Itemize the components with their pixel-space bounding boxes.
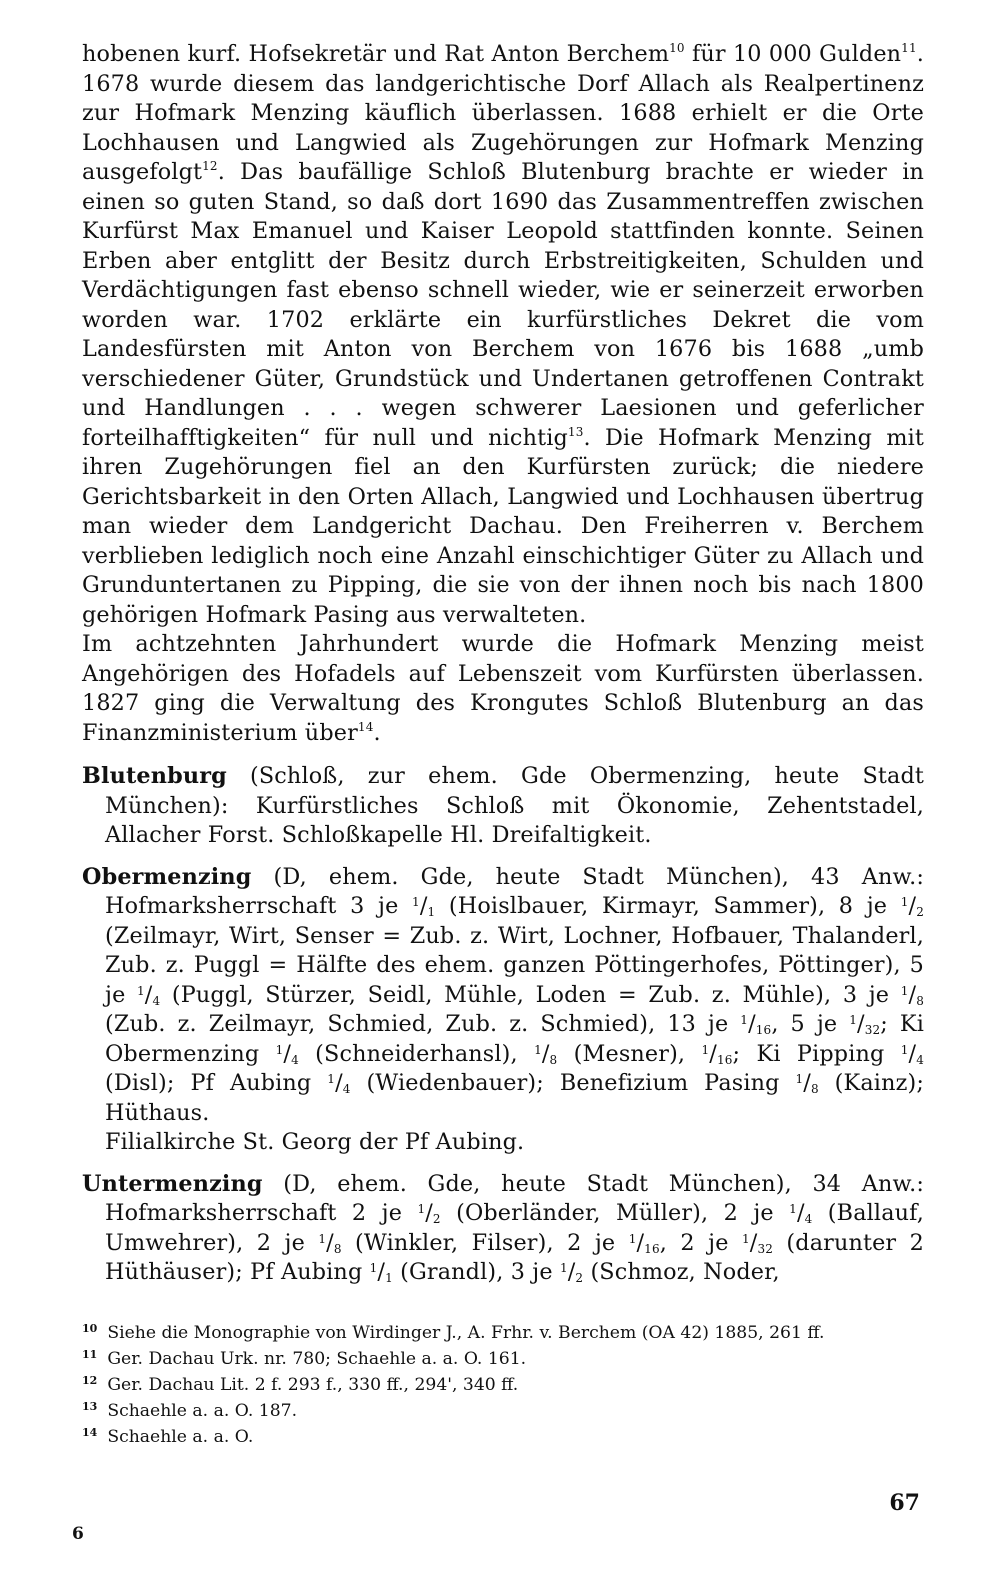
text-run: . Das baufällige Schloß Blutenburg brachte er wieder in einen so guten Stand, so daß dort 1690 das Zusammentreffen zwischen Kurfürst Max Emanuel und Kaiser Leopold stattfinden konnte. Seinen Erben aber entglitt der Besitz durch Erbstreitigkeiten, Schulden und Verdächtigungen fast ebenso schnell wieder, wie er seinerzeit erworben worden war. 1702 erklärte ein kurfürstliches Dekret die vom Landesfürsten mit Anton von Berchem von 1676 bis 1688 „umb verschiedener Güter, Grundstück und Undertanen getroffenen Contrakt und Handlungen . . . wegen schwerer Laesionen und geferlicher forteilhafftigkeiten“ für null und nichtig xyxy=(82,159,924,451)
text-run: (D, ehem. Gde, heute Stadt München), 34 Anw.: Hofmarksherrschaft 2 je xyxy=(105,1170,924,1226)
footnote-reference: 14 xyxy=(357,719,374,734)
text-run: (Oberländer, Müller), 2 je xyxy=(440,1200,790,1226)
page-number: 67 xyxy=(889,1490,920,1516)
place-entry xyxy=(82,863,924,1158)
text-run: . Die Hofmark Menzing mit ihren Zugehörungen fiel an den Kurfürsten zurück; die niedere Gerichtsbarkeit in den Orten Allach, Langwied und Lochhausen übertrug man wieder dem Landgericht Dachau. Den Freiherren v. Berchem verblieben lediglich noch eine Anzahl einschichtiger Güter zu Allach und Grunduntertanen zu Pipping, die sie von der ihnen noch bis nach 1800 gehörigen Hofmark Pasing aus verwalteten. xyxy=(82,424,924,628)
text-run: (darunter 2 Hüthäuser); Pf Aubing xyxy=(105,1229,924,1285)
fraction: $^1/_2$ xyxy=(417,1200,441,1226)
footnote-reference: 10 xyxy=(669,41,685,55)
entry-note: Filialkirche St. Georg der Pf Aubing. xyxy=(105,1129,525,1155)
footnotes xyxy=(82,1318,924,1448)
body-paragraph xyxy=(82,40,924,630)
footnote-text: Ger. Dachau Urk. nr. 780; Schaehle a. a. O. 161. xyxy=(107,1349,527,1369)
text-run: (Winkler, Filser), 2 je xyxy=(341,1229,629,1256)
fraction: $^1/_4$ xyxy=(327,1070,351,1096)
text-run: , 2 je xyxy=(659,1229,742,1256)
footnote xyxy=(82,1344,924,1370)
text-run: . 1678 wurde diesem das landgerichtische Dorf Allach als Realpertinenz zur Hofmark Menzing käuflich überlassen. 1688 erhielt er die Orte Lochhausen und Langwied als Zugehörungen zur Hofmark Menzing ausgefolgt xyxy=(82,41,924,185)
body-text xyxy=(82,40,924,748)
footnote-number: 10 xyxy=(82,1322,98,1335)
text-run: (Schmoz, Noder, xyxy=(583,1259,780,1285)
text-run: , 5 je xyxy=(771,1011,850,1037)
fraction: $^1/_4$ xyxy=(275,1040,299,1067)
text-run: (Hoislbauer, Kirmayr, Sammer), 8 je xyxy=(435,893,901,919)
fraction: $^1/_1$ xyxy=(412,893,436,919)
footnote xyxy=(82,1396,924,1422)
text-run: (Kainz); Hüthaus. xyxy=(105,1070,924,1126)
text-run: ; Ki Pipping xyxy=(732,1040,901,1067)
text-run: (Puggl, Stürzer, Seidl, Mühle, Loden = Zub. z. Mühle), 3 je xyxy=(160,981,901,1008)
fraction: $^1/_1$ xyxy=(369,1259,393,1285)
place-name: Untermenzing xyxy=(82,1170,263,1197)
footnote xyxy=(82,1422,924,1448)
footnote-reference: 12 xyxy=(202,159,218,173)
text-run: (Zub. z. Zeilmayr, Schmied, Zub. z. Schmied), 13 je xyxy=(105,1011,741,1037)
footnote-text: Siehe die Monographie von Wirdinger J., A. Frhr. v. Berchem (OA 42) 1885, 261 ff. xyxy=(107,1323,825,1343)
fraction: $^1/_8$ xyxy=(318,1229,342,1256)
footnote-reference: 13 xyxy=(567,424,584,439)
body-paragraph xyxy=(82,630,924,748)
place-name: Obermenzing xyxy=(82,863,252,890)
fraction: $^1/_{16}$ xyxy=(740,1011,772,1037)
place-entry xyxy=(82,1170,924,1288)
place-entry xyxy=(82,762,924,851)
text-run: . xyxy=(373,719,381,746)
footnote-number: 11 xyxy=(82,1348,98,1361)
fraction: $^1/_{16}$ xyxy=(701,1040,733,1067)
text-run: für 10 000 Gulden xyxy=(684,41,902,67)
fraction: $^1/_4$ xyxy=(900,1040,924,1067)
fraction: $^1/_2$ xyxy=(900,893,924,919)
text-run: hobenen kurf. Hofsekretär und Rat Anton Berchem xyxy=(82,41,670,67)
footnote-number: 14 xyxy=(82,1426,98,1439)
fraction: $^1/_8$ xyxy=(900,981,924,1008)
footnote-text: Schaehle a. a. O. xyxy=(107,1427,254,1447)
text-run: (Mesner), xyxy=(557,1040,702,1067)
footnote xyxy=(82,1370,924,1396)
footnote-number: 13 xyxy=(82,1400,98,1413)
footnote xyxy=(82,1318,924,1344)
text-run: (Grandl), 3 je xyxy=(392,1259,560,1285)
footnote-number: 12 xyxy=(82,1374,98,1387)
fraction: $^1/_4$ xyxy=(789,1200,813,1226)
fraction: $^1/_{16}$ xyxy=(628,1229,660,1256)
fraction: $^1/_4$ xyxy=(137,981,161,1008)
fraction: $^1/_{32}$ xyxy=(741,1229,774,1256)
footnote-text: Ger. Dachau Lit. 2 f. 293 f., 330 ff., 294', 340 ff. xyxy=(107,1375,519,1395)
text-run: (Ballauf, Umwehrer), 2 je xyxy=(105,1200,924,1256)
footnote-text: Schaehle a. a. O. 187. xyxy=(107,1401,298,1421)
fraction: $^1/_8$ xyxy=(534,1040,558,1067)
footnote-reference: 11 xyxy=(901,41,917,55)
fraction: $^1/_8$ xyxy=(795,1070,819,1096)
text-run: (Schneiderhansl), xyxy=(298,1040,535,1067)
text-run: (D, ehem. Gde, heute Stadt München), 43 Anw.: Hofmarksherrschaft 3 je xyxy=(105,863,924,919)
document-page xyxy=(82,40,924,1300)
signature-mark: 6 xyxy=(72,1524,84,1544)
text-run: (Zeilmayr, Wirt, Senser = Zub. z. Wirt, Lochner, Hofbauer, Thalanderl, Zub. z. Puggl = Hälfte des ehem. ganzen Pöttingerhofes, Pöttinger), 5 je xyxy=(105,922,924,1008)
fraction: $^1/_2$ xyxy=(559,1259,584,1285)
text-run: (Wiedenbauer); Benefizium Pasing xyxy=(350,1070,796,1096)
place-name: Blutenburg xyxy=(82,763,227,789)
text-run: ; Ki Obermenzing xyxy=(105,1011,924,1067)
fraction: $^1/_{32}$ xyxy=(849,1011,881,1037)
text-run: (Disl); Pf Aubing xyxy=(105,1070,328,1096)
text-run: (Schloß, zur ehem. Gde Obermenzing, heute Stadt München): Kurfürstliches Schloß mit Ökonomie, Zehentstadel, Allacher Forst. Schloßkapelle Hl. Dreifaltigkeit. xyxy=(105,763,924,848)
place-entries xyxy=(82,762,924,1288)
text-run: Im achtzehnten Jahrhundert wurde die Hofmark Menzing meist Angehörigen des Hofadels auf Lebenszeit vom Kurfürsten überlassen. 1827 ging die Verwaltung des Krongutes Schloß Blutenburg an das Finanzministerium über xyxy=(82,631,924,746)
